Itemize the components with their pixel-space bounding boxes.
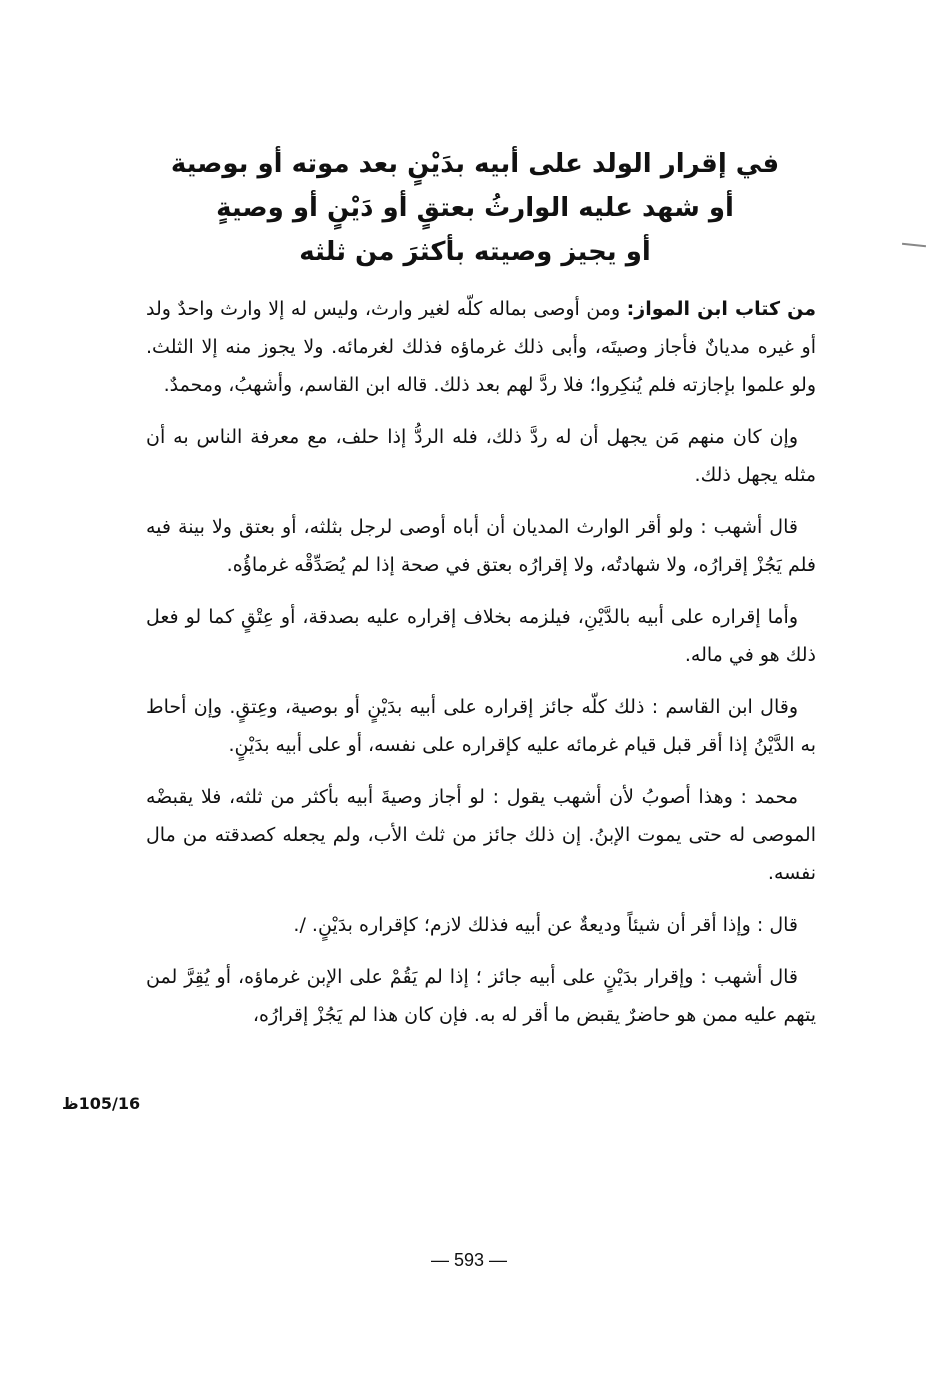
title-line-3: أو يجيز وصيته بأكثرَ من ثلثه [299, 237, 651, 267]
paragraph-8: قال أشهب : وإقرار بدَيْنٍ على أبيه جائز ؛ إذا لم يَقُمْ على الإبن غرماؤه، أو يُقِرَّ لمن يتهم عليه ممن هو حاضرٌ يقبض ما أقر له به. فإن كان هذا لم يَجُزْ إقرارُه، [146, 966, 816, 1026]
source-citation: من كتاب ابن المواز: [626, 298, 816, 320]
paragraph-3: قال أشهب : ولو أقر الوارث المديان أن أباه أوصى لرجل بثلثه، أو بعتق ولا بينة فيه فلم يَجُزْ إقرارُه، ولا شهادتُه، ولا إقرارُه بعتق في صحة إذا لم يُصَدِّقْه غرماؤُه. [146, 516, 816, 576]
title-line-2: أو شهد عليه الوارثُ بعتقٍ أو دَيْنٍ أو وصيةٍ [216, 193, 734, 223]
paragraph-7: قال : وإذا أقر أن شيئاً وديعةٌ عن أبيه فذلك لازم؛ كإقراره بدَيْنٍ. /. [293, 914, 798, 936]
title-line-1: في إقرار الولد على أبيه بدَيْنٍ بعد موته أو بوصية [170, 149, 780, 179]
chapter-title [150, 142, 800, 274]
body-text [146, 290, 816, 1048]
paragraph-1-text: ومن أوصى بماله كلّه لغير وارث، وليس له إلا وارث واحدٌ ولد أو غيره مديانٌ فأجاز وصيتَه، وأبى ذلك غرماؤه فذلك لغرمائه. ولا يجوز منه إلا الثلث. ولو علموا بإجازته فلم يُنكِروا؛ فلا ردَّ لهم بعد ذلك. قاله ابن القاسم، وأشهبُ، ومحمدٌ. [146, 298, 816, 396]
manuscript-folio-reference: 105/16ظ [62, 1094, 141, 1113]
paragraph-1 [146, 290, 816, 404]
paragraph-5: وقال ابن القاسم : ذلك كلّه جائز إقراره على أبيه بدَيْنٍ أو بوصية، وعِتقٍ. وإن أحاط به الدَّيْنُ إذا أقر قبل قيام غرمائه عليه كإقراره على نفسه، أو على أبيه بدَيْنٍ. [146, 696, 816, 756]
scan-edge-mark [902, 243, 926, 247]
paragraph-2: وإن كان منهم مَن يجهل أن له ردَّ ذلك، فله الردُّ إذا حلف، مع معرفة الناس به أن مثله يجهل ذلك. [146, 426, 816, 486]
page-number: — 593 — [430, 1250, 508, 1270]
paragraph-4: وأما إقراره على أبيه بالدَّيْنِ، فيلزمه بخلاف إقراره عليه بصدقة، أو عِتْقٍ كما لو فعل ذلك هو في ماله. [146, 606, 816, 666]
paragraph-6: محمد : وهذا أصوبُ لأن أشهب يقول : لو أجاز وصيةَ أبيه بأكثر من ثلثه، فلا يقبضْه الموصى له حتى يموت الإبنُ. إن ذلك جائز من ثلث الأب، ولم يجعله كصدقته من مال نفسه. [146, 786, 816, 884]
